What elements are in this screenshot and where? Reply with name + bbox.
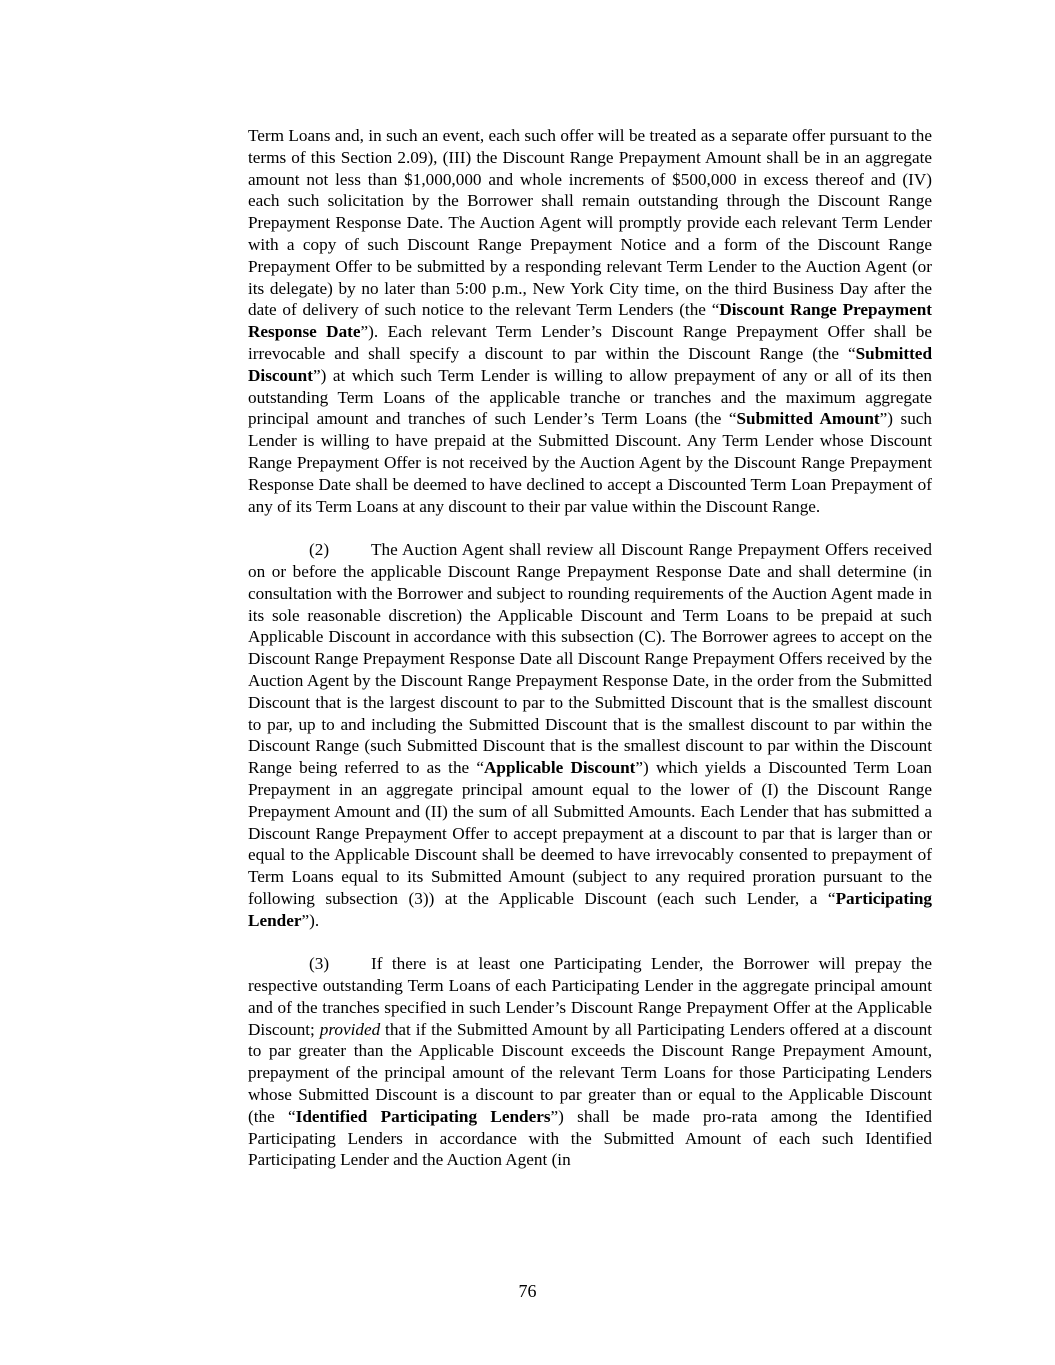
paragraph-continued — [248, 125, 932, 517]
document-body — [248, 125, 932, 1193]
paragraph-number: (2) — [309, 540, 330, 560]
paragraph-text: The Auction Agent shall review all Discount Range Prepayment Offers received on or before the applicable Discount Range Prepayment Response Date and shall determine (in consultation with the Borrower and subject to rounding requirements of the Auction Agent made in its sole reasonable discretion) the Applicable Discount and Term Loans to be prepaid at such Applicable Discount in accordance with this subsection (C). The Borrower agrees to accept on the Discount Range Prepayment Response Date all Discount Range Prepayment Offers received by the Auction Agent by the Discount Range Prepayment Response Date, in the order from the Submitted Discount that is the largest discount to par to the Submitted Discount that is the smallest discount to par, up to and including the Submitted Discount that is the smallest discount to par within the Discount Range (such Submitted Discount that is the smallest discount to par within the Discount Range being referred to as the “ — [248, 540, 932, 778]
paragraph-3 — [248, 953, 932, 1171]
paragraph-text: ”) such Lender is willing to have prepaid at the Submitted Discount. Any Term Lender whose Discount Range Prepayment Offer is not received by the Auction Agent by the Discount Range Prepayment Response Date shall be deemed to have declined to accept a Discounted Term Loan Prepayment of any of its Term Loans at any discount to their par value within the Discount Range. — [248, 409, 933, 516]
italic-term-provided: provided — [319, 1019, 381, 1039]
paragraph-text: ”). — [301, 910, 320, 930]
defined-term-identified-participating-lenders: Identified Participating Lenders — [295, 1106, 551, 1126]
defined-term-applicable-discount: Applicable Discount — [484, 758, 636, 778]
paragraph-text: ”). Each relevant Term Lender’s Discount Range Prepayment Offer shall be irrevocable and shall specify a discount to par within the Discount Range (the “ — [248, 322, 932, 363]
page-number: 76 — [518, 1281, 537, 1301]
defined-term-participating-lender: Participating Lender — [248, 888, 932, 930]
paragraph-text: ”) which yields a Discounted Term Loan Prepayment in an aggregate principal amount equal to the lower of (I) the Discount Range Prepayment Amount and (II) the sum of all Submitted Amounts. Each Lender that has submitted a Discount Range Prepayment Offer to accept prepayment at a discount to par that is larger than or equal to the Applicable Discount shall be deemed to have irrevocably consented to prepayment of Term Loans equal to its Submitted Amount (subject to any required proration pursuant to the following subsection (3)) at the Applicable Discount (each such Lender, a “ — [248, 758, 932, 908]
paragraph-number: (3) — [309, 954, 330, 974]
paragraph-text: ”) shall be made pro-rata among the Identified Participating Lenders in accordance with the Submitted Amount of each such Identified Participating Lender and the Auction Agent (in — [248, 1106, 932, 1170]
paragraph-text: If there is at least one Participating Lender, the Borrower will prepay the respective outstanding Term Loans of each Participating Lender in the aggregate principal amount and of the tranches specified in such Lender’s Discount Range Prepayment Offer at the Applicable Discount; — [248, 954, 932, 1039]
paragraph-text: that if the Submitted Amount by all Participating Lenders offered at a discount to par greater than the Applicable Discount exceeds the Discount Range Prepayment Amount, prepayment of the principal amount of the relevant Term Loans for those Participating Lenders whose Submitted Discount is a discount to par greater than or equal to the Applicable Discount (the “ — [248, 1019, 932, 1126]
paragraph-text: Term Loans and, in such an event, each such offer will be treated as a separate offer pursuant to the terms of this Section 2.09), (III) the Discount Range Prepayment Amount shall be in an aggregate amount not less than $1,000,000 and whole increments of $500,000 in excess thereof and (IV) each such solicitation by the Borrower shall remain outstanding through the Discount Range Prepayment Response Date. The Auction Agent will promptly provide each relevant Term Lender with a copy of such Discount Range Prepayment Notice and a form of the Discount Range Prepayment Offer to be submitted by a responding relevant Term Lender to the Auction Agent (or its delegate) by no later than 5:00 p.m., New York City time, on the third Business Day after the date of delivery of such notice to the relevant Term Lenders (the “ — [248, 126, 932, 320]
defined-term-submitted-amount: Submitted Amount — [736, 409, 880, 429]
paragraph-text: ”) at which such Term Lender is willing to allow prepayment of any or all of its then outstanding Term Loans of the applicable tranche or tranches and the maximum aggregate principal amount and tranches of such Lender’s Term Loans (the “ — [248, 365, 932, 429]
defined-term-submitted-discount: Submitted Discount — [248, 343, 932, 385]
paragraph-2 — [248, 539, 932, 931]
defined-term-discount-range-prepayment-response-date: Discount Range Prepayment Response Date — [248, 300, 932, 342]
